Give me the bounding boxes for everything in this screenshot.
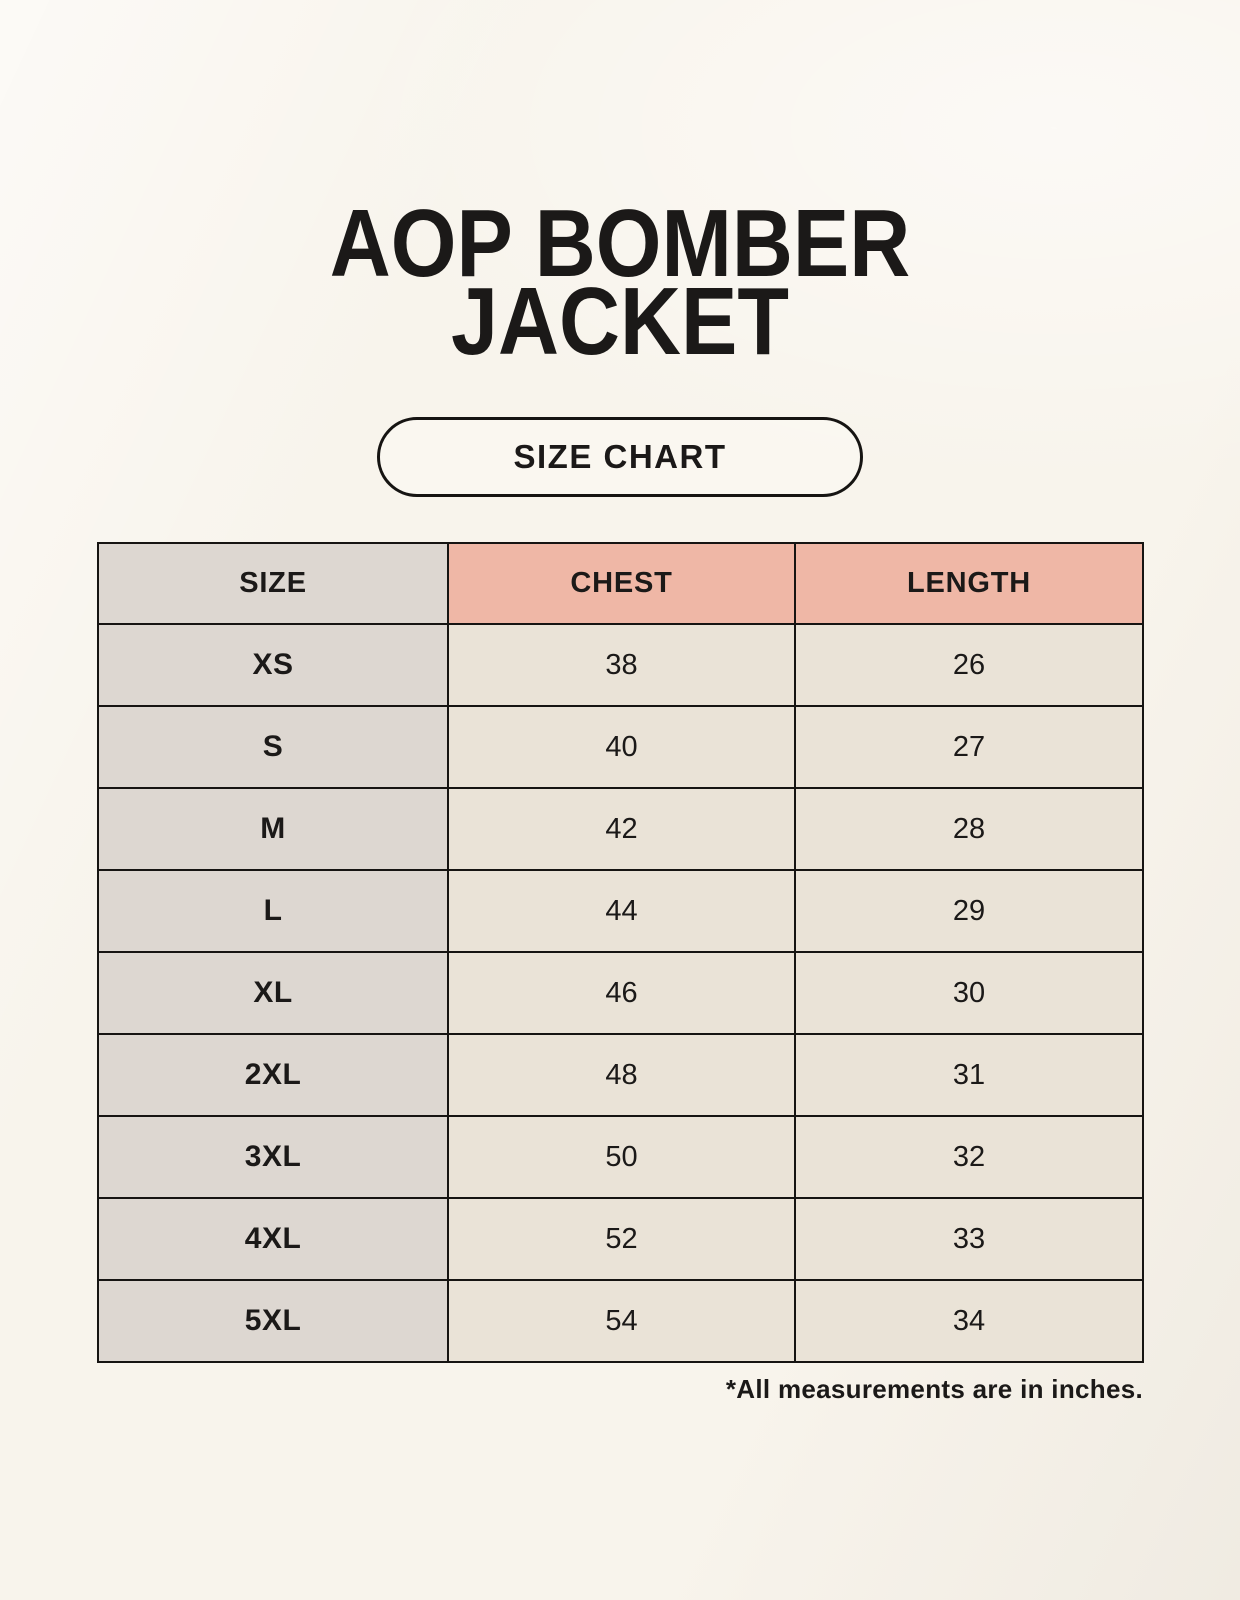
size-label-cell: 3XL bbox=[98, 1116, 448, 1198]
length-value-cell: 27 bbox=[795, 706, 1143, 788]
page-title bbox=[74, 190, 1165, 375]
size-label-cell: M bbox=[98, 788, 448, 870]
size-label-cell: XL bbox=[98, 952, 448, 1034]
length-value-cell: 30 bbox=[795, 952, 1143, 1034]
page-title-line1: AOP BOMBER bbox=[329, 190, 911, 297]
size-table bbox=[97, 542, 1144, 1363]
table-row bbox=[98, 952, 1143, 1034]
length-value-cell: 34 bbox=[795, 1280, 1143, 1362]
column-header-size: SIZE bbox=[98, 543, 448, 624]
table-row bbox=[98, 1116, 1143, 1198]
table-row bbox=[98, 706, 1143, 788]
size-label-cell: S bbox=[98, 706, 448, 788]
size-label-cell: XS bbox=[98, 624, 448, 706]
size-label-cell: 4XL bbox=[98, 1198, 448, 1280]
table-row bbox=[98, 870, 1143, 952]
table-row bbox=[98, 1280, 1143, 1362]
table-row bbox=[98, 624, 1143, 706]
table-row bbox=[98, 1198, 1143, 1280]
size-chart-badge bbox=[377, 417, 863, 497]
size-label-cell: 5XL bbox=[98, 1280, 448, 1362]
size-chart-badge-label: SIZE CHART bbox=[513, 438, 727, 475]
table-row bbox=[98, 1034, 1143, 1116]
chest-value-cell: 44 bbox=[448, 870, 795, 952]
column-header-length: LENGTH bbox=[795, 543, 1143, 624]
chest-value-cell: 42 bbox=[448, 788, 795, 870]
size-label-cell: 2XL bbox=[98, 1034, 448, 1116]
length-value-cell: 29 bbox=[795, 870, 1143, 952]
chest-value-cell: 46 bbox=[448, 952, 795, 1034]
chest-value-cell: 48 bbox=[448, 1034, 795, 1116]
length-value-cell: 26 bbox=[795, 624, 1143, 706]
length-value-cell: 31 bbox=[795, 1034, 1143, 1116]
chest-value-cell: 52 bbox=[448, 1198, 795, 1280]
column-header-chest: CHEST bbox=[448, 543, 795, 624]
size-label-cell: L bbox=[98, 870, 448, 952]
chest-value-cell: 54 bbox=[448, 1280, 795, 1362]
length-value-cell: 32 bbox=[795, 1116, 1143, 1198]
table-header-row bbox=[98, 543, 1143, 624]
length-value-cell: 28 bbox=[795, 788, 1143, 870]
table-row bbox=[98, 788, 1143, 870]
measurements-footnote: *All measurements are in inches. bbox=[725, 1374, 1143, 1404]
size-table-body bbox=[98, 624, 1143, 1362]
length-value-cell: 33 bbox=[795, 1198, 1143, 1280]
chest-value-cell: 50 bbox=[448, 1116, 795, 1198]
chest-value-cell: 40 bbox=[448, 706, 795, 788]
chest-value-cell: 38 bbox=[448, 624, 795, 706]
page-title-line2: JACKET bbox=[451, 268, 789, 375]
